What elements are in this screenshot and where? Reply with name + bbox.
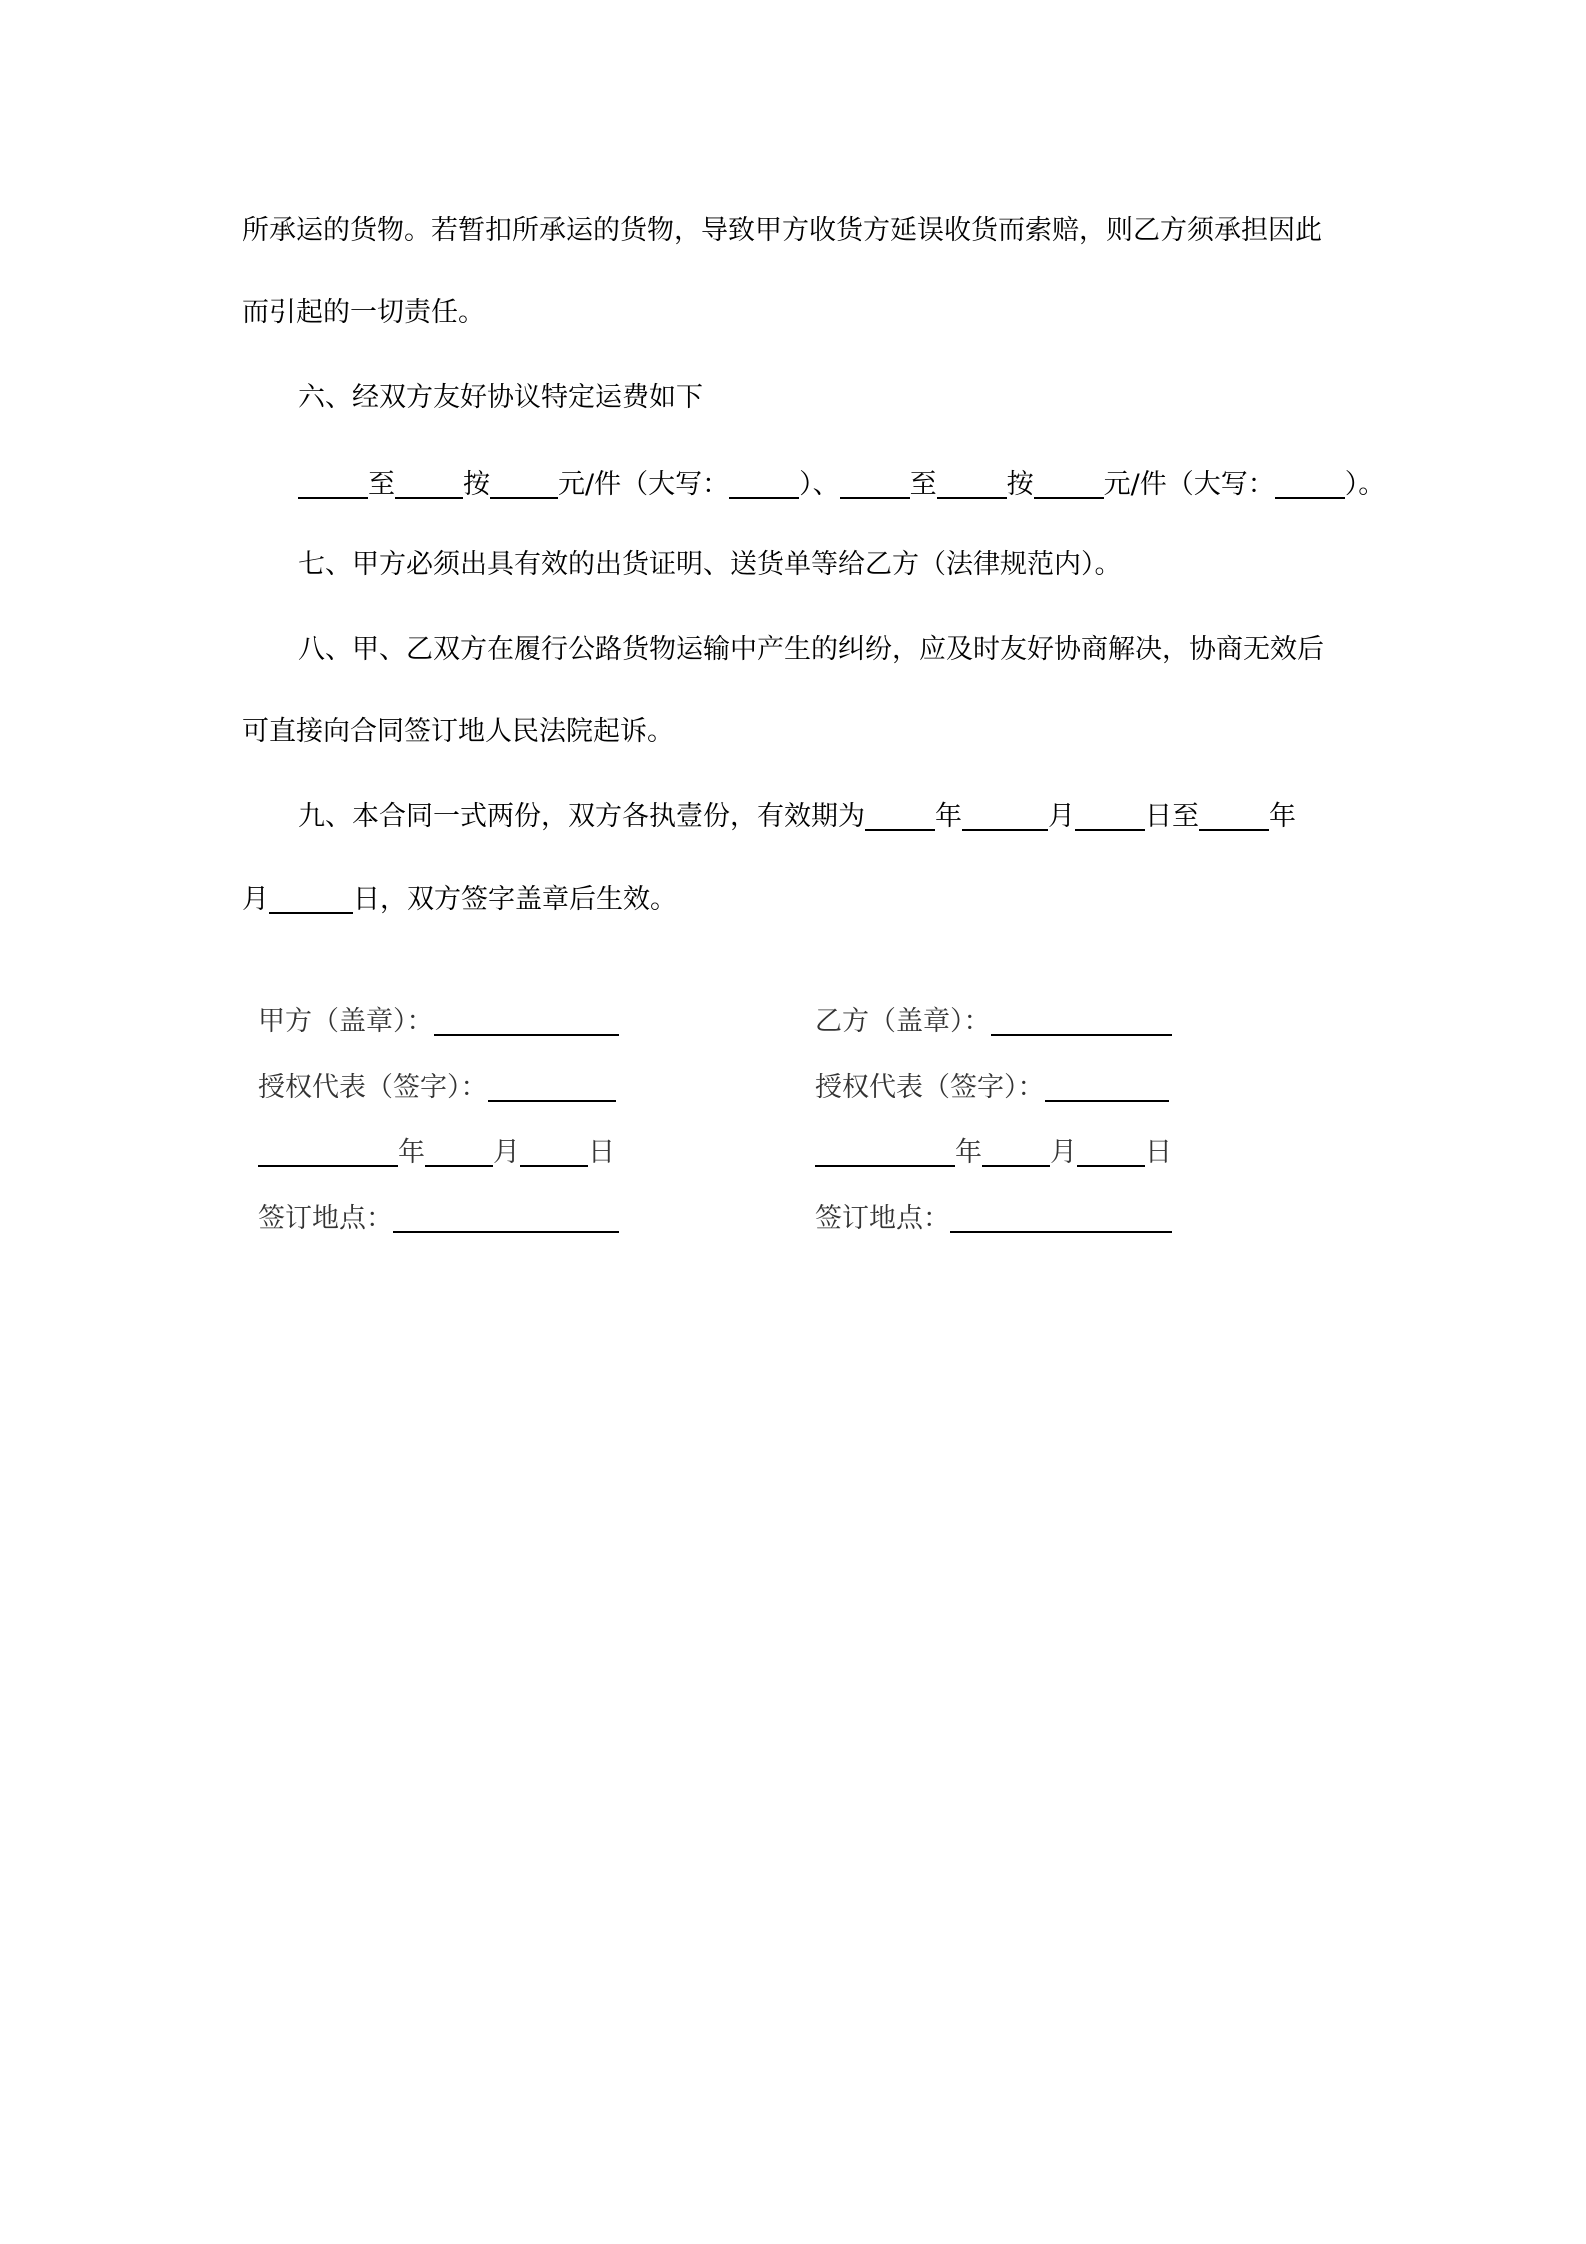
fee-to-2: 至 bbox=[909, 469, 937, 500]
fee-unit-1: 元/件（大写： bbox=[558, 469, 730, 500]
para9-blank-day2 bbox=[269, 882, 353, 914]
party-a-month-line bbox=[425, 1135, 493, 1167]
party-a-year: 年 bbox=[398, 1137, 425, 1168]
para8-line1: 八、甲、乙双方在履行公路货物运输中产生的纠纷，应及时友好协商解决，协商无效后 bbox=[298, 634, 1324, 665]
party-a-day-line bbox=[520, 1135, 588, 1167]
para9-lead: 九、本合同一式两份，双方各执壹份，有效期为 bbox=[298, 801, 865, 832]
fee-by-1: 按 bbox=[463, 469, 490, 500]
fee-blank-to-2 bbox=[937, 467, 1007, 499]
para9-line2-tail: 日，双方签字盖章后生效。 bbox=[353, 884, 677, 915]
party-a-year-line bbox=[258, 1135, 398, 1167]
party-b-day-line bbox=[1077, 1135, 1145, 1167]
fee-blank-price-1 bbox=[490, 467, 558, 499]
para9-line2 bbox=[242, 880, 677, 920]
para9-blank-year2 bbox=[1199, 799, 1269, 831]
party-b-year: 年 bbox=[955, 1137, 982, 1168]
fee-line bbox=[298, 465, 1385, 505]
para9-year2: 年 bbox=[1269, 801, 1296, 832]
party-b-rep-line bbox=[1045, 1070, 1169, 1102]
fee-close-2: ）。 bbox=[1344, 469, 1386, 500]
party-b-seal-line bbox=[991, 1004, 1172, 1036]
fee-close-1: ）、 bbox=[799, 469, 840, 500]
party-b-rep-label: 授权代表（签字）： bbox=[815, 1072, 1045, 1103]
para7: 七、甲方必须出具有效的出货证明、送货单等给乙方（法律规范内）。 bbox=[298, 549, 1122, 580]
party-a-place-line bbox=[393, 1201, 619, 1233]
party-a-place-label: 签订地点： bbox=[258, 1203, 393, 1234]
para9-day-to: 日至 bbox=[1145, 801, 1199, 832]
party-b-seal-label: 乙方（盖章）： bbox=[815, 1006, 991, 1037]
party-b-place bbox=[815, 1199, 1172, 1239]
party-a-rep bbox=[258, 1068, 616, 1108]
fee-blank-to-1 bbox=[395, 467, 463, 499]
para9-month: 月 bbox=[1048, 801, 1075, 832]
fee-blank-from-2 bbox=[840, 467, 910, 499]
party-b-year-line bbox=[815, 1135, 955, 1167]
fee-to-1: 至 bbox=[368, 469, 395, 500]
party-b-date bbox=[815, 1133, 1172, 1173]
party-a-month: 月 bbox=[493, 1137, 520, 1168]
party-a-seal-line bbox=[434, 1004, 619, 1036]
para6-title: 六、经双方友好协议特定运费如下 bbox=[298, 382, 703, 413]
para9-line2-month: 月 bbox=[242, 884, 269, 915]
party-a-seal bbox=[258, 1002, 619, 1042]
party-b-day: 日 bbox=[1145, 1137, 1172, 1168]
party-b-month-line bbox=[982, 1135, 1050, 1167]
fee-blank-words-1 bbox=[729, 467, 799, 499]
party-b-seal bbox=[815, 1002, 1172, 1042]
fee-by-2: 按 bbox=[1006, 469, 1034, 500]
party-a-date bbox=[258, 1133, 615, 1173]
fee-blank-from-1 bbox=[298, 467, 368, 499]
party-a-rep-label: 授权代表（签字）： bbox=[258, 1072, 488, 1103]
party-a-rep-line bbox=[488, 1070, 616, 1102]
fee-blank-price-2 bbox=[1034, 467, 1104, 499]
party-a-seal-label: 甲方（盖章）： bbox=[258, 1006, 434, 1037]
fee-blank-words-2 bbox=[1275, 467, 1345, 499]
fee-unit-2: 元/件（大写： bbox=[1103, 469, 1275, 500]
para9-year: 年 bbox=[935, 801, 962, 832]
para8-line2: 可直接向合同签订地人民法院起诉。 bbox=[242, 716, 674, 747]
para9-blank-day bbox=[1075, 799, 1145, 831]
para5-line1: 所承运的货物。若暂扣所承运的货物，导致甲方收货方延误收货而索赔，则乙方须承担因此 bbox=[242, 215, 1322, 246]
party-b-month: 月 bbox=[1050, 1137, 1077, 1168]
para9-blank-year bbox=[865, 799, 935, 831]
party-b-place-label: 签订地点： bbox=[815, 1203, 950, 1234]
para5-line2: 而引起的一切责任。 bbox=[242, 297, 485, 328]
party-b-place-line bbox=[950, 1201, 1172, 1233]
para9-blank-month bbox=[962, 799, 1048, 831]
para9-line1 bbox=[298, 797, 1296, 837]
party-a-day: 日 bbox=[588, 1137, 615, 1168]
party-b-rep bbox=[815, 1068, 1169, 1108]
party-a-place bbox=[258, 1199, 619, 1239]
